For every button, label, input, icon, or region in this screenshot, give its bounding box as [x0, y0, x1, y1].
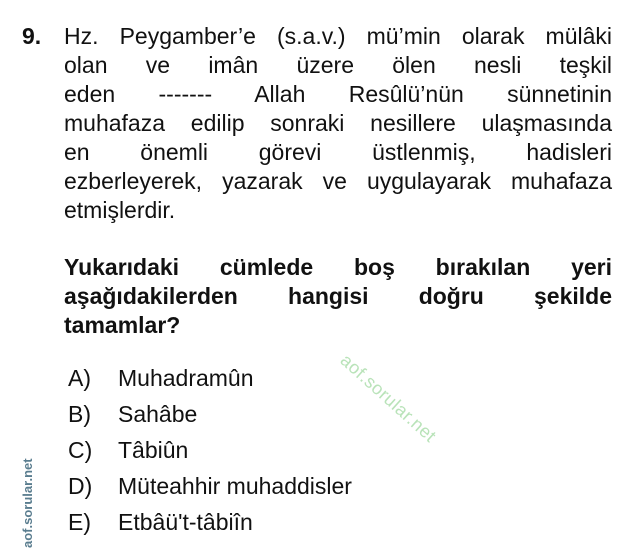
option-letter: E): [68, 509, 91, 535]
option-letter: D): [68, 473, 93, 499]
option-text: Sahâbe: [118, 401, 198, 427]
option-text: Etbâü't-tâbiîn: [118, 509, 253, 535]
option-b[interactable]: [68, 396, 352, 432]
option-c[interactable]: [68, 432, 352, 468]
answer-options: [68, 360, 352, 540]
option-e[interactable]: [68, 504, 352, 540]
option-text: Müteahhir muhaddisler: [118, 473, 352, 499]
question-line: Hz. Peygamber’e (s.a.v.) mü’min olarak mülâki: [64, 23, 612, 49]
question-text: [64, 22, 612, 225]
option-letter: B): [68, 401, 91, 427]
prompt-line: tamamlar?: [64, 312, 181, 338]
option-text: Tâbiûn: [118, 437, 189, 463]
option-letter: A): [68, 365, 91, 391]
question-line: eden ------- Allah Resûlü’nün sünnetinin: [64, 81, 612, 107]
question-line: olan ve imân üzere ölen nesli teşkil: [64, 52, 612, 78]
question-prompt: [64, 253, 612, 340]
option-text: Muhadramûn: [118, 365, 254, 391]
prompt-line: Yukarıdaki cümlede boş bırakılan yeri: [64, 254, 612, 280]
watermark-diagonal: aof.sorular.net: [336, 350, 441, 447]
question-number: 9.: [22, 23, 42, 49]
question-line: muhafaza edilip sonraki nesillere ulaşmasında: [64, 110, 612, 136]
question-line: ezberleyerek, yazarak ve uygulayarak muhafaza: [64, 168, 612, 194]
watermark-side: aof.sorular.net: [20, 458, 35, 548]
prompt-line: aşağıdakilerden hangisi doğru şekilde: [64, 283, 612, 309]
question-line: etmişlerdir.: [64, 197, 176, 223]
question-line: en önemli görevi üstlenmiş, hadisleri: [64, 139, 612, 165]
option-d[interactable]: [68, 468, 352, 504]
option-letter: C): [68, 437, 93, 463]
option-a[interactable]: [68, 360, 352, 396]
